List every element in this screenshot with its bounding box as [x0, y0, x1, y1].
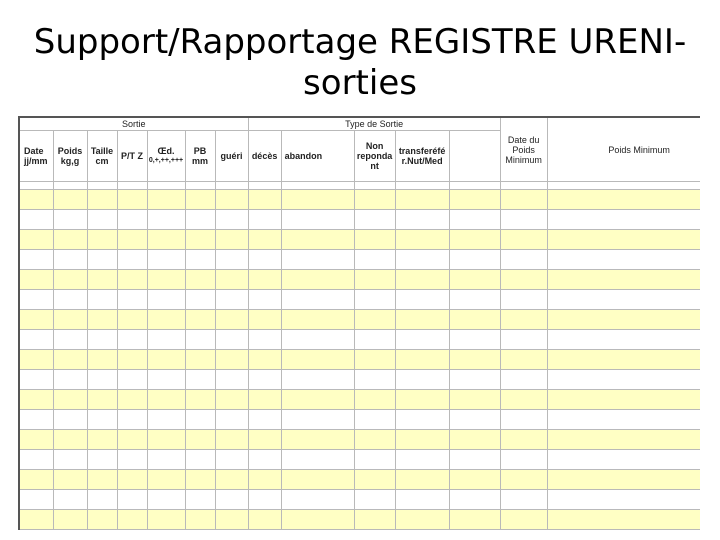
table-cell[interactable]: [117, 350, 147, 370]
table-cell[interactable]: [19, 230, 53, 250]
table-cell[interactable]: [248, 310, 281, 330]
table-cell[interactable]: [185, 410, 215, 430]
table-cell[interactable]: [185, 450, 215, 470]
header-pb-unit: mm: [191, 156, 208, 166]
table-cell[interactable]: [215, 190, 248, 210]
table-cell[interactable]: [147, 190, 185, 210]
table-cell[interactable]: [19, 410, 53, 430]
table-cell[interactable]: [147, 290, 185, 310]
table-cell[interactable]: [53, 330, 87, 350]
table-cell[interactable]: [53, 490, 87, 510]
table-cell[interactable]: [547, 450, 700, 470]
table-cell[interactable]: [248, 510, 281, 530]
table-cell[interactable]: [354, 290, 395, 310]
table-cell[interactable]: [19, 310, 53, 330]
table-cell[interactable]: [449, 370, 500, 390]
table-cell[interactable]: [117, 190, 147, 210]
table-cell[interactable]: [354, 190, 395, 210]
table-cell[interactable]: [449, 410, 500, 430]
table-cell[interactable]: [354, 310, 395, 330]
table-cell[interactable]: [53, 410, 87, 430]
table-row: [19, 250, 700, 270]
table-cell[interactable]: [449, 470, 500, 490]
table-cell[interactable]: [248, 410, 281, 430]
table-row: [19, 290, 700, 310]
table-cell[interactable]: [215, 230, 248, 250]
table-cell[interactable]: [281, 230, 354, 250]
table-cell[interactable]: [185, 510, 215, 530]
header-oedeme: [147, 131, 185, 182]
table-cell[interactable]: [147, 350, 185, 370]
header-transfere: transferéfé r.Nut/Med: [395, 131, 449, 182]
table-cell[interactable]: [547, 490, 700, 510]
table-cell[interactable]: [500, 350, 547, 370]
table-cell[interactable]: [53, 470, 87, 490]
table-cell[interactable]: [500, 450, 547, 470]
header-poids-minimum: Poids Minimum: [547, 117, 700, 182]
table-cell[interactable]: [281, 210, 354, 230]
table-cell[interactable]: [19, 470, 53, 490]
table-cell[interactable]: [500, 390, 547, 410]
table-cell[interactable]: [547, 410, 700, 430]
table-cell[interactable]: [449, 490, 500, 510]
table-cell[interactable]: [19, 450, 53, 470]
table-cell[interactable]: [354, 270, 395, 290]
table-cell[interactable]: [215, 270, 248, 290]
table-cell[interactable]: [248, 270, 281, 290]
table-cell[interactable]: [248, 370, 281, 390]
table-cell[interactable]: [547, 290, 700, 310]
table-row: [19, 510, 700, 530]
table-cell[interactable]: [117, 370, 147, 390]
table-cell[interactable]: [53, 450, 87, 470]
header-taille-unit: cm: [95, 156, 109, 166]
table-cell[interactable]: [395, 250, 449, 270]
table-cell[interactable]: [19, 210, 53, 230]
table-cell[interactable]: [87, 310, 117, 330]
table-cell[interactable]: [215, 510, 248, 530]
group-sortie: Sortie: [19, 117, 248, 131]
table-cell[interactable]: [500, 230, 547, 250]
table-row: [19, 230, 700, 250]
table-cell[interactable]: [395, 390, 449, 410]
table-cell[interactable]: [215, 390, 248, 410]
header-date: [19, 131, 53, 182]
table-cell[interactable]: [147, 210, 185, 230]
table-cell[interactable]: [19, 250, 53, 270]
table-cell[interactable]: [500, 210, 547, 230]
table-cell[interactable]: [395, 270, 449, 290]
table-cell[interactable]: [147, 410, 185, 430]
table-cell[interactable]: [19, 430, 53, 450]
table-cell[interactable]: [53, 210, 87, 230]
table-cell[interactable]: [281, 370, 354, 390]
group-type-de-sortie: Type de Sortie: [248, 117, 500, 131]
table-cell[interactable]: [248, 330, 281, 350]
table-cell[interactable]: [354, 510, 395, 530]
table-cell[interactable]: [53, 270, 87, 290]
table-cell[interactable]: [281, 410, 354, 430]
header-pb-label: PB: [193, 146, 207, 156]
table-cell[interactable]: [500, 510, 547, 530]
table-cell[interactable]: [185, 330, 215, 350]
table-cell[interactable]: [117, 450, 147, 470]
table-cell[interactable]: [87, 430, 117, 450]
header-deces: décès: [248, 131, 281, 182]
table-row: [19, 350, 700, 370]
table-cell[interactable]: [147, 310, 185, 330]
table-cell[interactable]: [547, 470, 700, 490]
table-cell[interactable]: [248, 390, 281, 410]
table-cell[interactable]: [500, 490, 547, 510]
table-cell[interactable]: [53, 190, 87, 210]
table-cell[interactable]: [449, 310, 500, 330]
table-cell[interactable]: [19, 510, 53, 530]
table-row: [19, 390, 700, 410]
table-cell[interactable]: [147, 250, 185, 270]
table-cell[interactable]: [500, 410, 547, 430]
table-cell[interactable]: [117, 410, 147, 430]
table-cell[interactable]: [53, 290, 87, 310]
table-cell[interactable]: [547, 390, 700, 410]
table-cell[interactable]: [281, 470, 354, 490]
table-cell[interactable]: [147, 330, 185, 350]
table-cell[interactable]: [281, 190, 354, 210]
table-cell[interactable]: [87, 470, 117, 490]
header-pb: [185, 131, 215, 182]
table-cell[interactable]: [19, 290, 53, 310]
table-cell[interactable]: [215, 410, 248, 430]
table-row: [19, 310, 700, 330]
table-cell[interactable]: [87, 190, 117, 210]
table-cell[interactable]: [449, 450, 500, 470]
table-cell[interactable]: [248, 210, 281, 230]
table-cell[interactable]: [354, 470, 395, 490]
table-cell[interactable]: [215, 490, 248, 510]
table-cell[interactable]: [147, 270, 185, 290]
table-cell[interactable]: [147, 370, 185, 390]
table-row: [19, 190, 700, 210]
table-cell[interactable]: [281, 390, 354, 410]
table-cell[interactable]: [215, 470, 248, 490]
table-cell[interactable]: [281, 310, 354, 330]
table-cell[interactable]: [147, 430, 185, 450]
header-non-repondant: Non reponda nt: [354, 131, 395, 182]
table-cell[interactable]: [185, 490, 215, 510]
table-cell[interactable]: [87, 390, 117, 410]
table-cell[interactable]: [87, 490, 117, 510]
table-cell[interactable]: [281, 290, 354, 310]
header-poids-label: Poids: [57, 146, 83, 156]
table-cell[interactable]: [354, 250, 395, 270]
table-cell[interactable]: [354, 390, 395, 410]
table-cell[interactable]: [87, 330, 117, 350]
table-cell[interactable]: [248, 290, 281, 310]
table-cell[interactable]: [215, 250, 248, 270]
table-cell[interactable]: [281, 450, 354, 470]
register-table: [18, 116, 700, 530]
table-cell[interactable]: [449, 270, 500, 290]
table-cell[interactable]: [395, 350, 449, 370]
table-cell[interactable]: [53, 230, 87, 250]
table-cell[interactable]: [248, 190, 281, 210]
table-row: [19, 410, 700, 430]
table-cell[interactable]: [215, 210, 248, 230]
table-cell[interactable]: [248, 230, 281, 250]
table-cell[interactable]: [500, 270, 547, 290]
table-cell[interactable]: [354, 410, 395, 430]
table-cell[interactable]: [87, 450, 117, 470]
table-cell[interactable]: [185, 190, 215, 210]
header-oedeme-scale: 0,+,++,+++: [148, 157, 184, 164]
register-sheet: [18, 116, 700, 540]
table-cell[interactable]: [117, 330, 147, 350]
table-cell[interactable]: [87, 410, 117, 430]
table-cell[interactable]: [87, 210, 117, 230]
header-spare: [449, 131, 500, 182]
table-cell[interactable]: [395, 490, 449, 510]
table-cell[interactable]: [281, 430, 354, 450]
table-cell[interactable]: [547, 270, 700, 290]
table-cell[interactable]: [147, 450, 185, 470]
table-cell[interactable]: [354, 210, 395, 230]
table-cell[interactable]: [281, 350, 354, 370]
table-cell[interactable]: [53, 250, 87, 270]
table-cell[interactable]: [53, 510, 87, 530]
table-cell[interactable]: [19, 350, 53, 370]
table-cell[interactable]: [117, 250, 147, 270]
table-cell[interactable]: [395, 210, 449, 230]
table-cell[interactable]: [500, 370, 547, 390]
table-cell[interactable]: [117, 430, 147, 450]
table-cell[interactable]: [547, 230, 700, 250]
table-cell[interactable]: [215, 450, 248, 470]
table-cell[interactable]: [185, 370, 215, 390]
table-cell[interactable]: [117, 390, 147, 410]
table-cell[interactable]: [395, 470, 449, 490]
header-pt-z: P/T Z: [117, 131, 147, 182]
table-cell[interactable]: [449, 250, 500, 270]
table-cell[interactable]: [449, 290, 500, 310]
header-oedeme-label: Œd.: [157, 146, 175, 156]
table-cell[interactable]: [19, 390, 53, 410]
table-row: [19, 270, 700, 290]
table-cell[interactable]: [248, 450, 281, 470]
table-cell[interactable]: [215, 330, 248, 350]
header-poids-unit: kg,g: [60, 156, 80, 166]
table-cell[interactable]: [117, 490, 147, 510]
table-cell[interactable]: [117, 270, 147, 290]
table-cell[interactable]: [117, 290, 147, 310]
table-cell[interactable]: [354, 490, 395, 510]
table-cell[interactable]: [449, 210, 500, 230]
table-cell[interactable]: [19, 330, 53, 350]
table-cell[interactable]: [19, 490, 53, 510]
spacer-row: [19, 182, 700, 190]
table-cell[interactable]: [354, 450, 395, 470]
table-cell[interactable]: [147, 490, 185, 510]
table-cell[interactable]: [185, 430, 215, 450]
table-cell[interactable]: [449, 230, 500, 250]
table-cell[interactable]: [395, 230, 449, 250]
table-cell[interactable]: [147, 390, 185, 410]
table-cell[interactable]: [500, 470, 547, 490]
table-cell[interactable]: [185, 310, 215, 330]
table-cell[interactable]: [53, 350, 87, 370]
table-cell[interactable]: [547, 250, 700, 270]
table-cell[interactable]: [395, 510, 449, 530]
table-cell[interactable]: [215, 370, 248, 390]
table-cell[interactable]: [185, 470, 215, 490]
table-cell[interactable]: [87, 250, 117, 270]
table-cell[interactable]: [87, 350, 117, 370]
register-body: [19, 190, 700, 530]
table-row: [19, 330, 700, 350]
header-date-poids-minimum: Date du Poids Minimum: [500, 117, 547, 182]
table-row: [19, 210, 700, 230]
table-cell[interactable]: [395, 330, 449, 350]
table-cell[interactable]: [547, 350, 700, 370]
table-cell[interactable]: [547, 370, 700, 390]
table-cell[interactable]: [248, 350, 281, 370]
table-cell[interactable]: [117, 510, 147, 530]
table-cell[interactable]: [354, 330, 395, 350]
table-cell[interactable]: [547, 510, 700, 530]
table-cell[interactable]: [547, 430, 700, 450]
header-taille-label: Taille: [90, 146, 114, 156]
table-cell[interactable]: [500, 290, 547, 310]
header-abandon: abandon: [281, 131, 354, 182]
table-cell[interactable]: [500, 430, 547, 450]
table-cell[interactable]: [500, 310, 547, 330]
table-cell[interactable]: [449, 510, 500, 530]
table-cell[interactable]: [147, 470, 185, 490]
table-cell[interactable]: [19, 190, 53, 210]
table-row: [19, 370, 700, 390]
table-cell[interactable]: [147, 510, 185, 530]
header-poids: [53, 131, 87, 182]
table-cell[interactable]: [185, 290, 215, 310]
table-cell[interactable]: [281, 250, 354, 270]
table-cell[interactable]: [281, 330, 354, 350]
table-cell[interactable]: [395, 450, 449, 470]
table-cell[interactable]: [395, 430, 449, 450]
slide-title: Support/Rapportage REGISTRE URENI-sorties: [33, 22, 687, 103]
table-cell[interactable]: [395, 190, 449, 210]
table-cell[interactable]: [185, 210, 215, 230]
table-cell[interactable]: [395, 310, 449, 330]
table-cell[interactable]: [449, 330, 500, 350]
table-cell[interactable]: [19, 270, 53, 290]
table-cell[interactable]: [117, 230, 147, 250]
table-cell[interactable]: [53, 430, 87, 450]
table-cell[interactable]: [53, 390, 87, 410]
table-cell[interactable]: [449, 390, 500, 410]
header-date-format: jj/mm: [24, 156, 48, 166]
table-cell[interactable]: [87, 270, 117, 290]
table-cell[interactable]: [395, 290, 449, 310]
table-cell[interactable]: [185, 230, 215, 250]
table-cell[interactable]: [215, 310, 248, 330]
table-cell[interactable]: [185, 250, 215, 270]
table-cell[interactable]: [185, 270, 215, 290]
table-cell[interactable]: [395, 410, 449, 430]
header-date-label: Date: [24, 146, 44, 156]
table-cell[interactable]: [53, 370, 87, 390]
table-cell[interactable]: [449, 350, 500, 370]
table-cell[interactable]: [87, 510, 117, 530]
table-cell[interactable]: [19, 370, 53, 390]
table-cell[interactable]: [281, 510, 354, 530]
table-cell[interactable]: [547, 330, 700, 350]
table-cell[interactable]: [53, 310, 87, 330]
table-cell[interactable]: [248, 250, 281, 270]
table-row: [19, 430, 700, 450]
group-header-row: [19, 117, 700, 131]
table-cell[interactable]: [185, 350, 215, 370]
table-cell[interactable]: [500, 190, 547, 210]
table-cell[interactable]: [248, 470, 281, 490]
table-cell[interactable]: [281, 270, 354, 290]
table-cell[interactable]: [354, 350, 395, 370]
table-cell[interactable]: [147, 230, 185, 250]
table-cell[interactable]: [547, 190, 700, 210]
table-cell[interactable]: [449, 430, 500, 450]
table-cell[interactable]: [87, 290, 117, 310]
table-cell[interactable]: [117, 210, 147, 230]
table-cell[interactable]: [215, 430, 248, 450]
table-cell[interactable]: [354, 230, 395, 250]
table-cell[interactable]: [547, 210, 700, 230]
table-cell[interactable]: [87, 230, 117, 250]
table-cell[interactable]: [547, 310, 700, 330]
table-cell[interactable]: [248, 490, 281, 510]
table-cell[interactable]: [248, 430, 281, 450]
header-taille: [87, 131, 117, 182]
table-cell[interactable]: [354, 430, 395, 450]
table-cell[interactable]: [117, 310, 147, 330]
table-cell[interactable]: [449, 190, 500, 210]
table-cell[interactable]: [500, 250, 547, 270]
table-row: [19, 470, 700, 490]
table-cell[interactable]: [215, 290, 248, 310]
table-row: [19, 490, 700, 510]
table-row: [19, 450, 700, 470]
table-cell[interactable]: [354, 370, 395, 390]
table-cell[interactable]: [500, 330, 547, 350]
table-cell[interactable]: [185, 390, 215, 410]
table-cell[interactable]: [215, 350, 248, 370]
table-cell[interactable]: [87, 370, 117, 390]
table-cell[interactable]: [117, 470, 147, 490]
header-gueri: guéri: [215, 131, 248, 182]
table-cell[interactable]: [395, 370, 449, 390]
table-cell[interactable]: [281, 490, 354, 510]
